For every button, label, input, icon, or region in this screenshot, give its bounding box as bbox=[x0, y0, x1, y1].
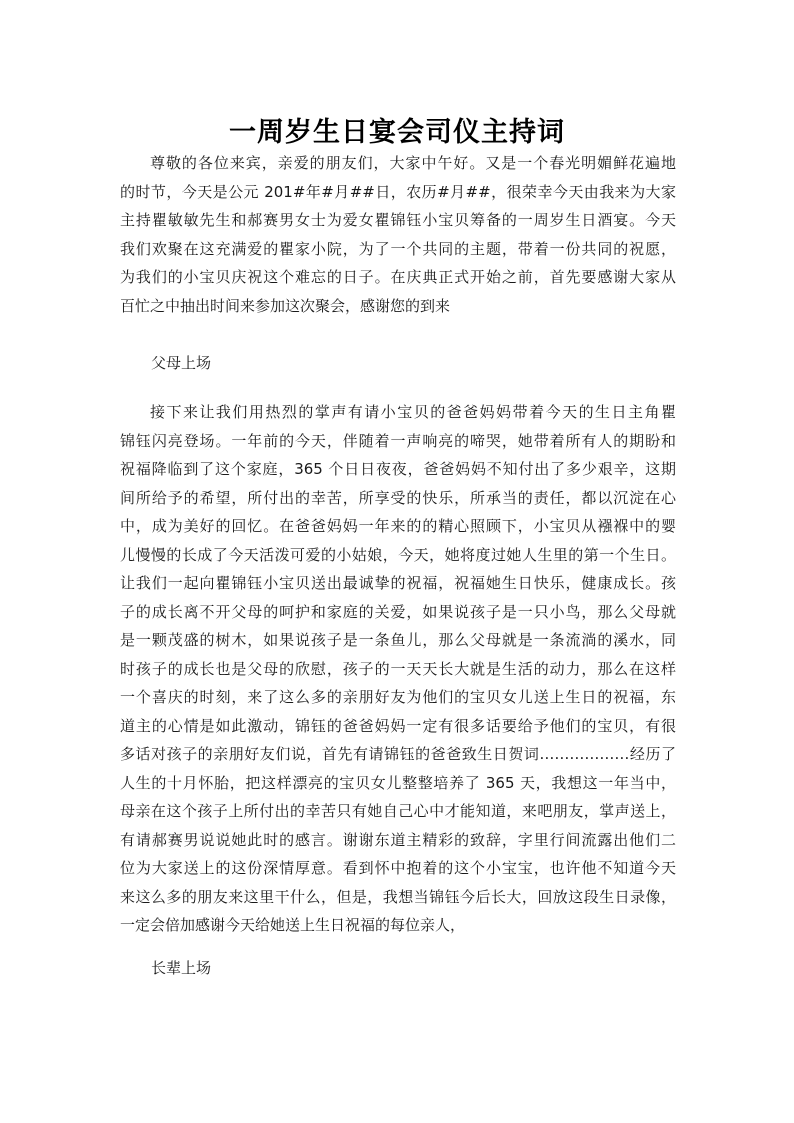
text-line: 百忙之中抽出时间来参加这次聚会，感谢您的到来 bbox=[120, 296, 451, 315]
text-line: 道主的心情是如此激动，锦钰的爸爸妈妈一定有很多话要给予他们的宝贝，有很 bbox=[120, 716, 676, 735]
section-heading-parents: 父母上场 bbox=[151, 354, 212, 372]
text-line: 祝福降临到了这个家庭，365 个日日夜夜，爸爸妈妈不知付出了多少艰辛，这期 bbox=[120, 460, 676, 478]
parents-paragraph bbox=[120, 398, 676, 940]
text-line: 主持瞿敏敏先生和郝赛男女士为爱女瞿锦钰小宝贝筹备的一周岁生日酒宴。今天 bbox=[120, 211, 676, 229]
text-line: 人生的十月怀胎，把这样漂亮的宝贝女儿整整培养了 365 天，我想这一年当中， bbox=[120, 773, 676, 792]
text-line: 多话对孩子的亲朋好友们说，首先有请锦钰的爸爸致生日贺词………………经历了 bbox=[120, 745, 676, 763]
text-line: 是一颗茂盛的树木，如果说孩子是一条鱼儿，那么父母就是一条流淌的溪水，同 bbox=[120, 631, 676, 649]
text-line: 儿慢慢的长成了今天活泼可爱的小姑娘，今天，她将度过她人生里的第一个生日。 bbox=[120, 545, 676, 564]
text-line: 锦钰闪亮登场。一年前的今天，伴随着一声响亮的啼哭，她带着所有人的期盼和 bbox=[120, 431, 676, 450]
text-line: 位为大家送上的这份深情厚意。看到怀中抱着的这个小宝宝，也许他不知道今天 bbox=[120, 859, 676, 877]
text-line: 时孩子的成长也是父母的欣慰，孩子的一天天长大就是生活的动力，那么在这样 bbox=[120, 659, 676, 678]
section-heading-elders: 长辈上场 bbox=[151, 959, 212, 977]
text-line: 接下来让我们用热烈的掌声有请小宝贝的爸爸妈妈带着今天的生日主角瞿 bbox=[150, 403, 676, 421]
text-line: 一定会倍加感谢今天给她送上生日祝福的每位亲人， bbox=[120, 916, 466, 934]
text-line: 中，成为美好的回忆。在爸爸妈妈一年来的的精心照顾下，小宝贝从襁褓中的婴 bbox=[120, 517, 676, 535]
text-line: 间所给予的希望，所付出的幸苦，所享受的快乐，所承当的责任，都以沉淀在心 bbox=[120, 488, 676, 507]
text-line: 子的成长离不开父母的呵护和家庭的关爱，如果说孩子是一只小鸟，那么父母就 bbox=[120, 602, 676, 621]
opening-paragraph bbox=[120, 149, 676, 320]
text-line: 我们欢聚在这充满爱的瞿家小院，为了一个共同的主题，带着一份共同的祝愿， bbox=[120, 239, 676, 258]
text-line: 的时节，今天是公元 201#年#月##日，农历#月##，很荣幸今天由我来为大家 bbox=[120, 182, 676, 201]
text-line: 一个喜庆的时刻，来了这么多的亲朋好友为他们的宝贝女儿送上生日的祝福，东 bbox=[120, 688, 676, 706]
text-line: 尊敬的各位来宾，亲爱的朋友们，大家中午好。又是一个春光明媚鲜花遍地 bbox=[150, 154, 676, 172]
document-title: 一周岁生日宴会司仪主持词 bbox=[229, 117, 565, 148]
text-line: 母亲在这个孩子上所付出的幸苦只有她自己心中才能知道，来吧朋友，掌声送上， bbox=[120, 802, 676, 820]
text-line: 让我们一起向瞿锦钰小宝贝送出最诚挚的祝福，祝福她生日快乐，健康成长。孩 bbox=[120, 574, 676, 592]
text-line: 有请郝赛男说说她此时的感言。谢谢东道主精彩的致辞，字里行间流露出他们二 bbox=[120, 830, 676, 849]
text-line: 为我们的小宝贝庆祝这个难忘的日子。在庆典正式开始之前，首先要感谢大家从 bbox=[120, 268, 676, 286]
text-line: 来这么多的朋友来这里干什么，但是，我想当锦钰今后长大，回放这段生日录像， bbox=[120, 887, 676, 906]
